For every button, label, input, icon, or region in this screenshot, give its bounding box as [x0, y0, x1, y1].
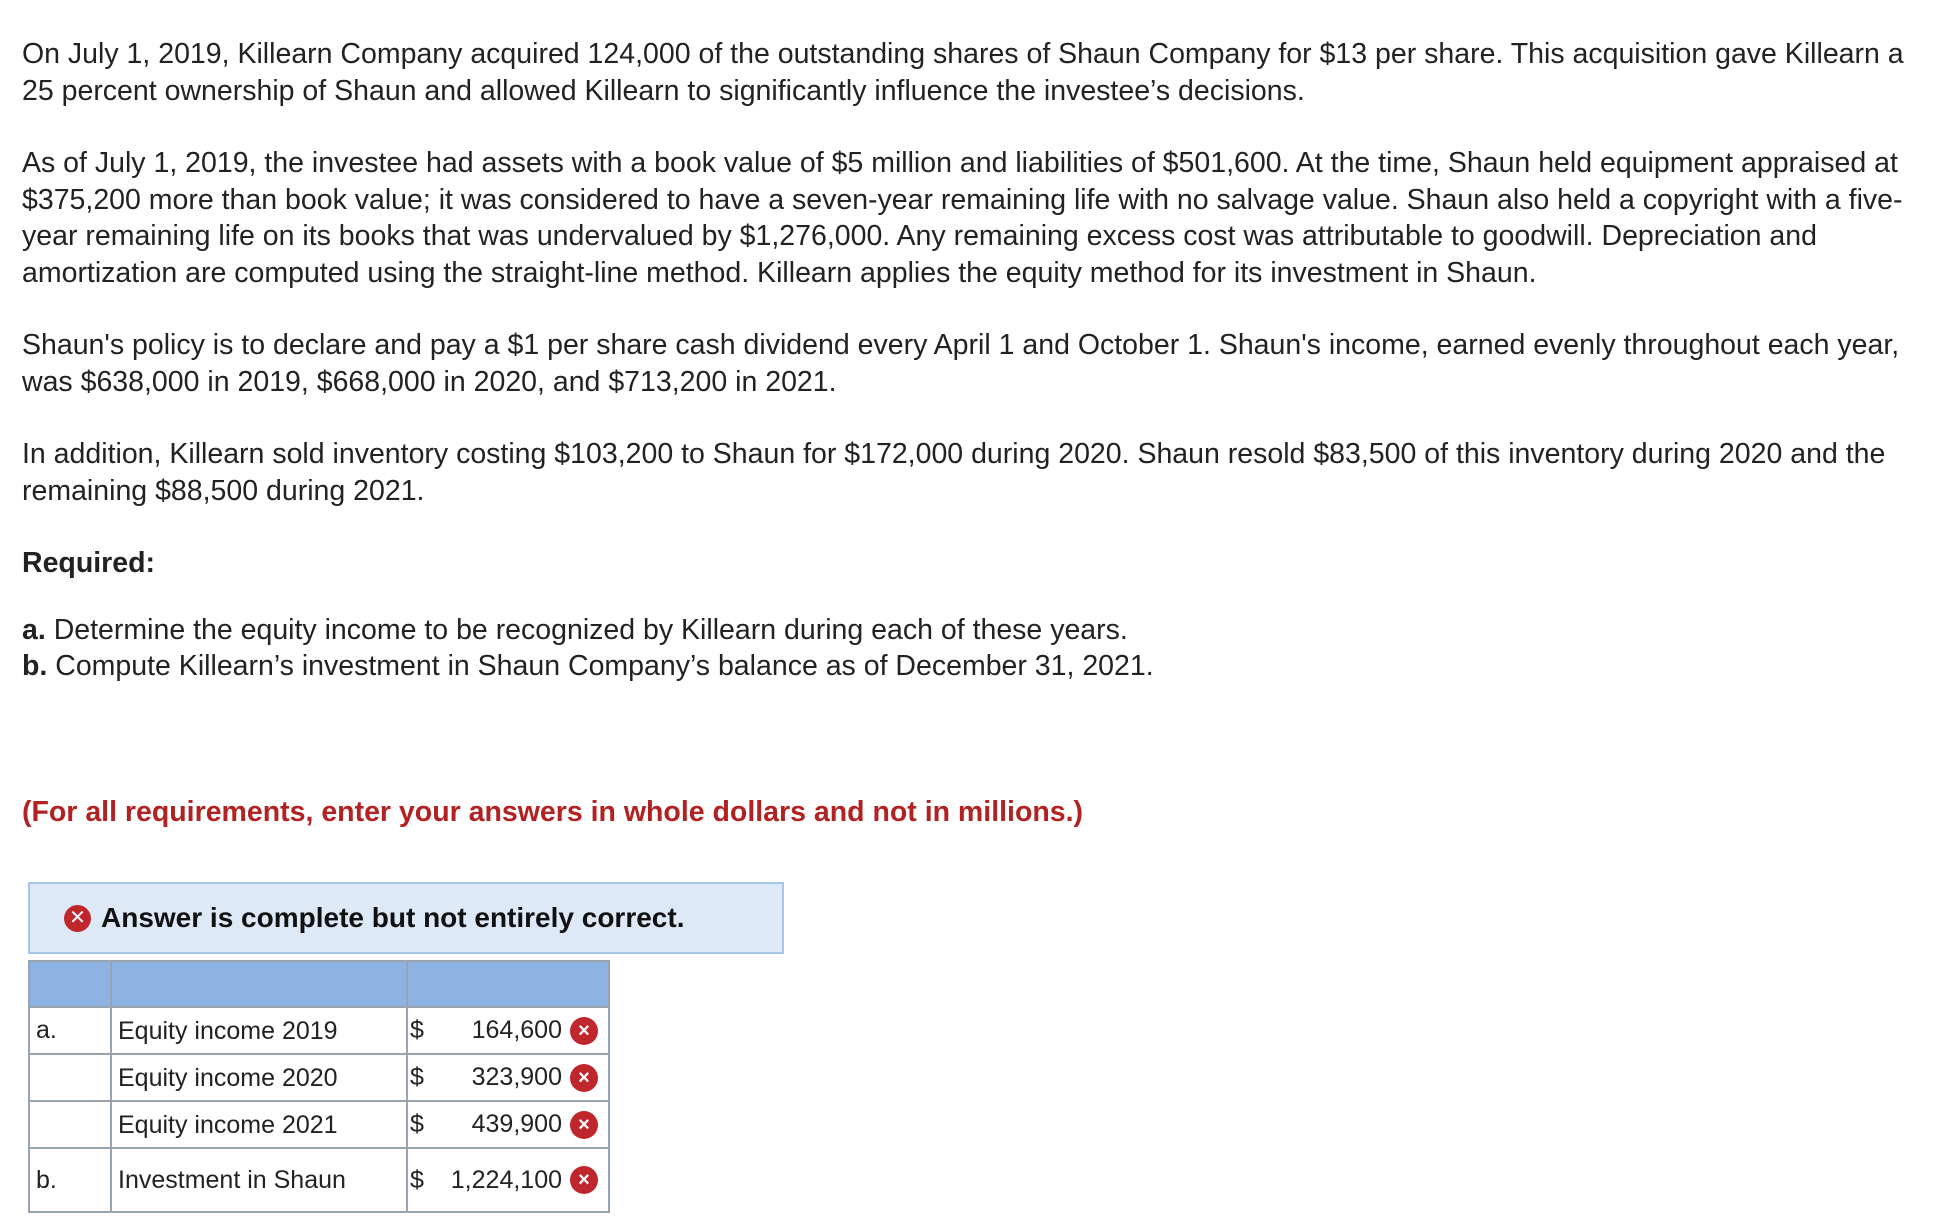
requirement-b [22, 648, 1932, 685]
table-row [29, 1148, 609, 1212]
header-cell [111, 961, 407, 1007]
header-cell [407, 961, 609, 1007]
part-label [29, 1101, 111, 1148]
row-label: Equity income 2019 [111, 1007, 407, 1054]
paragraph-acquisition: On July 1, 2019, Killearn Company acquired 124,000 of the outstanding shares of Shaun Company for $13 per share. This acquisition gave Killearn a 25 percent ownership of Shaun and allowed Killearn to significantly influence the investee’s decisions. [22, 38, 1904, 107]
instruction-note: (For all requirements, enter your answers in whole dollars and not in millions.) [22, 796, 1084, 828]
amount-value: 164,600 [471, 1016, 562, 1044]
x-circle-icon: ✕ [64, 905, 91, 932]
table-row [29, 1101, 609, 1148]
amount-value: 439,900 [471, 1110, 562, 1138]
table-header-row [29, 961, 609, 1007]
amount-cell[interactable] [407, 1148, 609, 1212]
table-row [29, 1054, 609, 1101]
incorrect-icon: × [570, 1017, 598, 1045]
currency-symbol: $ [410, 1063, 424, 1091]
amount-cell[interactable] [407, 1101, 609, 1148]
currency-symbol: $ [410, 1110, 424, 1138]
result-banner-text: Answer is complete but not entirely correct. [101, 902, 685, 933]
part-label [29, 1054, 111, 1101]
requirement-text: Determine the equity income to be recognized by Killearn during each of these years. [53, 613, 1128, 646]
currency-symbol: $ [410, 1165, 424, 1194]
currency-symbol: $ [410, 1016, 424, 1044]
amount-cell[interactable] [407, 1007, 609, 1054]
requirements-list [22, 612, 1932, 685]
row-label: Equity income 2021 [111, 1101, 407, 1148]
requirement-text: Compute Killearn’s investment in Shaun Company’s balance as of December 31, 2021. [55, 650, 1154, 682]
paragraph-book-values: As of July 1, 2019, the investee had assets with a book value of $5 million and liabilities of $501,600. At the time, Shaun held equipment appraised at $375,200 more than book value; it was considered to have a seven-year remaining life with no salvage value. Shaun also held a copyright with a five-year remaining life on its books that was undervalued by $1,276,000. Any remaining excess cost was attributable to goodwill. Depreciation and amortization are computed using the straight-line method. Killearn applies the equity method for its investment in Shaun. [22, 147, 1903, 289]
paragraph-dividends-income: Shaun's policy is to declare and pay a $1 per share cash dividend every April 1 and October 1. Shaun's income, earned evenly throughout each year, was $638,000 in 2019, $668,000 in 2020, and $713,200 in 2021. [22, 329, 1900, 398]
table-row [29, 1007, 609, 1054]
incorrect-icon: × [570, 1064, 598, 1092]
problem-statement [22, 36, 1932, 685]
required-heading: Required: [22, 547, 156, 579]
requirement-letter: b. [22, 650, 48, 682]
amount-value: 323,900 [471, 1063, 562, 1091]
requirement-a [22, 612, 1932, 649]
answer-table [28, 960, 610, 1213]
paragraph-intra-entity-inventory: In addition, Killearn sold inventory costing $103,200 to Shaun for $172,000 during 2020. Shaun resold $83,500 of this inventory during 2020 and the remaining $88,500 during 2021. [22, 438, 1886, 507]
part-label: b. [29, 1148, 111, 1212]
incorrect-icon: × [570, 1166, 598, 1194]
requirement-letter: a. [22, 613, 46, 646]
incorrect-icon: × [570, 1111, 598, 1139]
amount-cell[interactable] [407, 1054, 609, 1101]
header-cell [29, 961, 111, 1007]
row-label: Equity income 2020 [111, 1054, 407, 1101]
part-label: a. [29, 1007, 111, 1054]
amount-value: 1,224,100 [450, 1165, 562, 1194]
result-banner [28, 882, 784, 954]
row-label: Investment in Shaun [111, 1148, 407, 1212]
